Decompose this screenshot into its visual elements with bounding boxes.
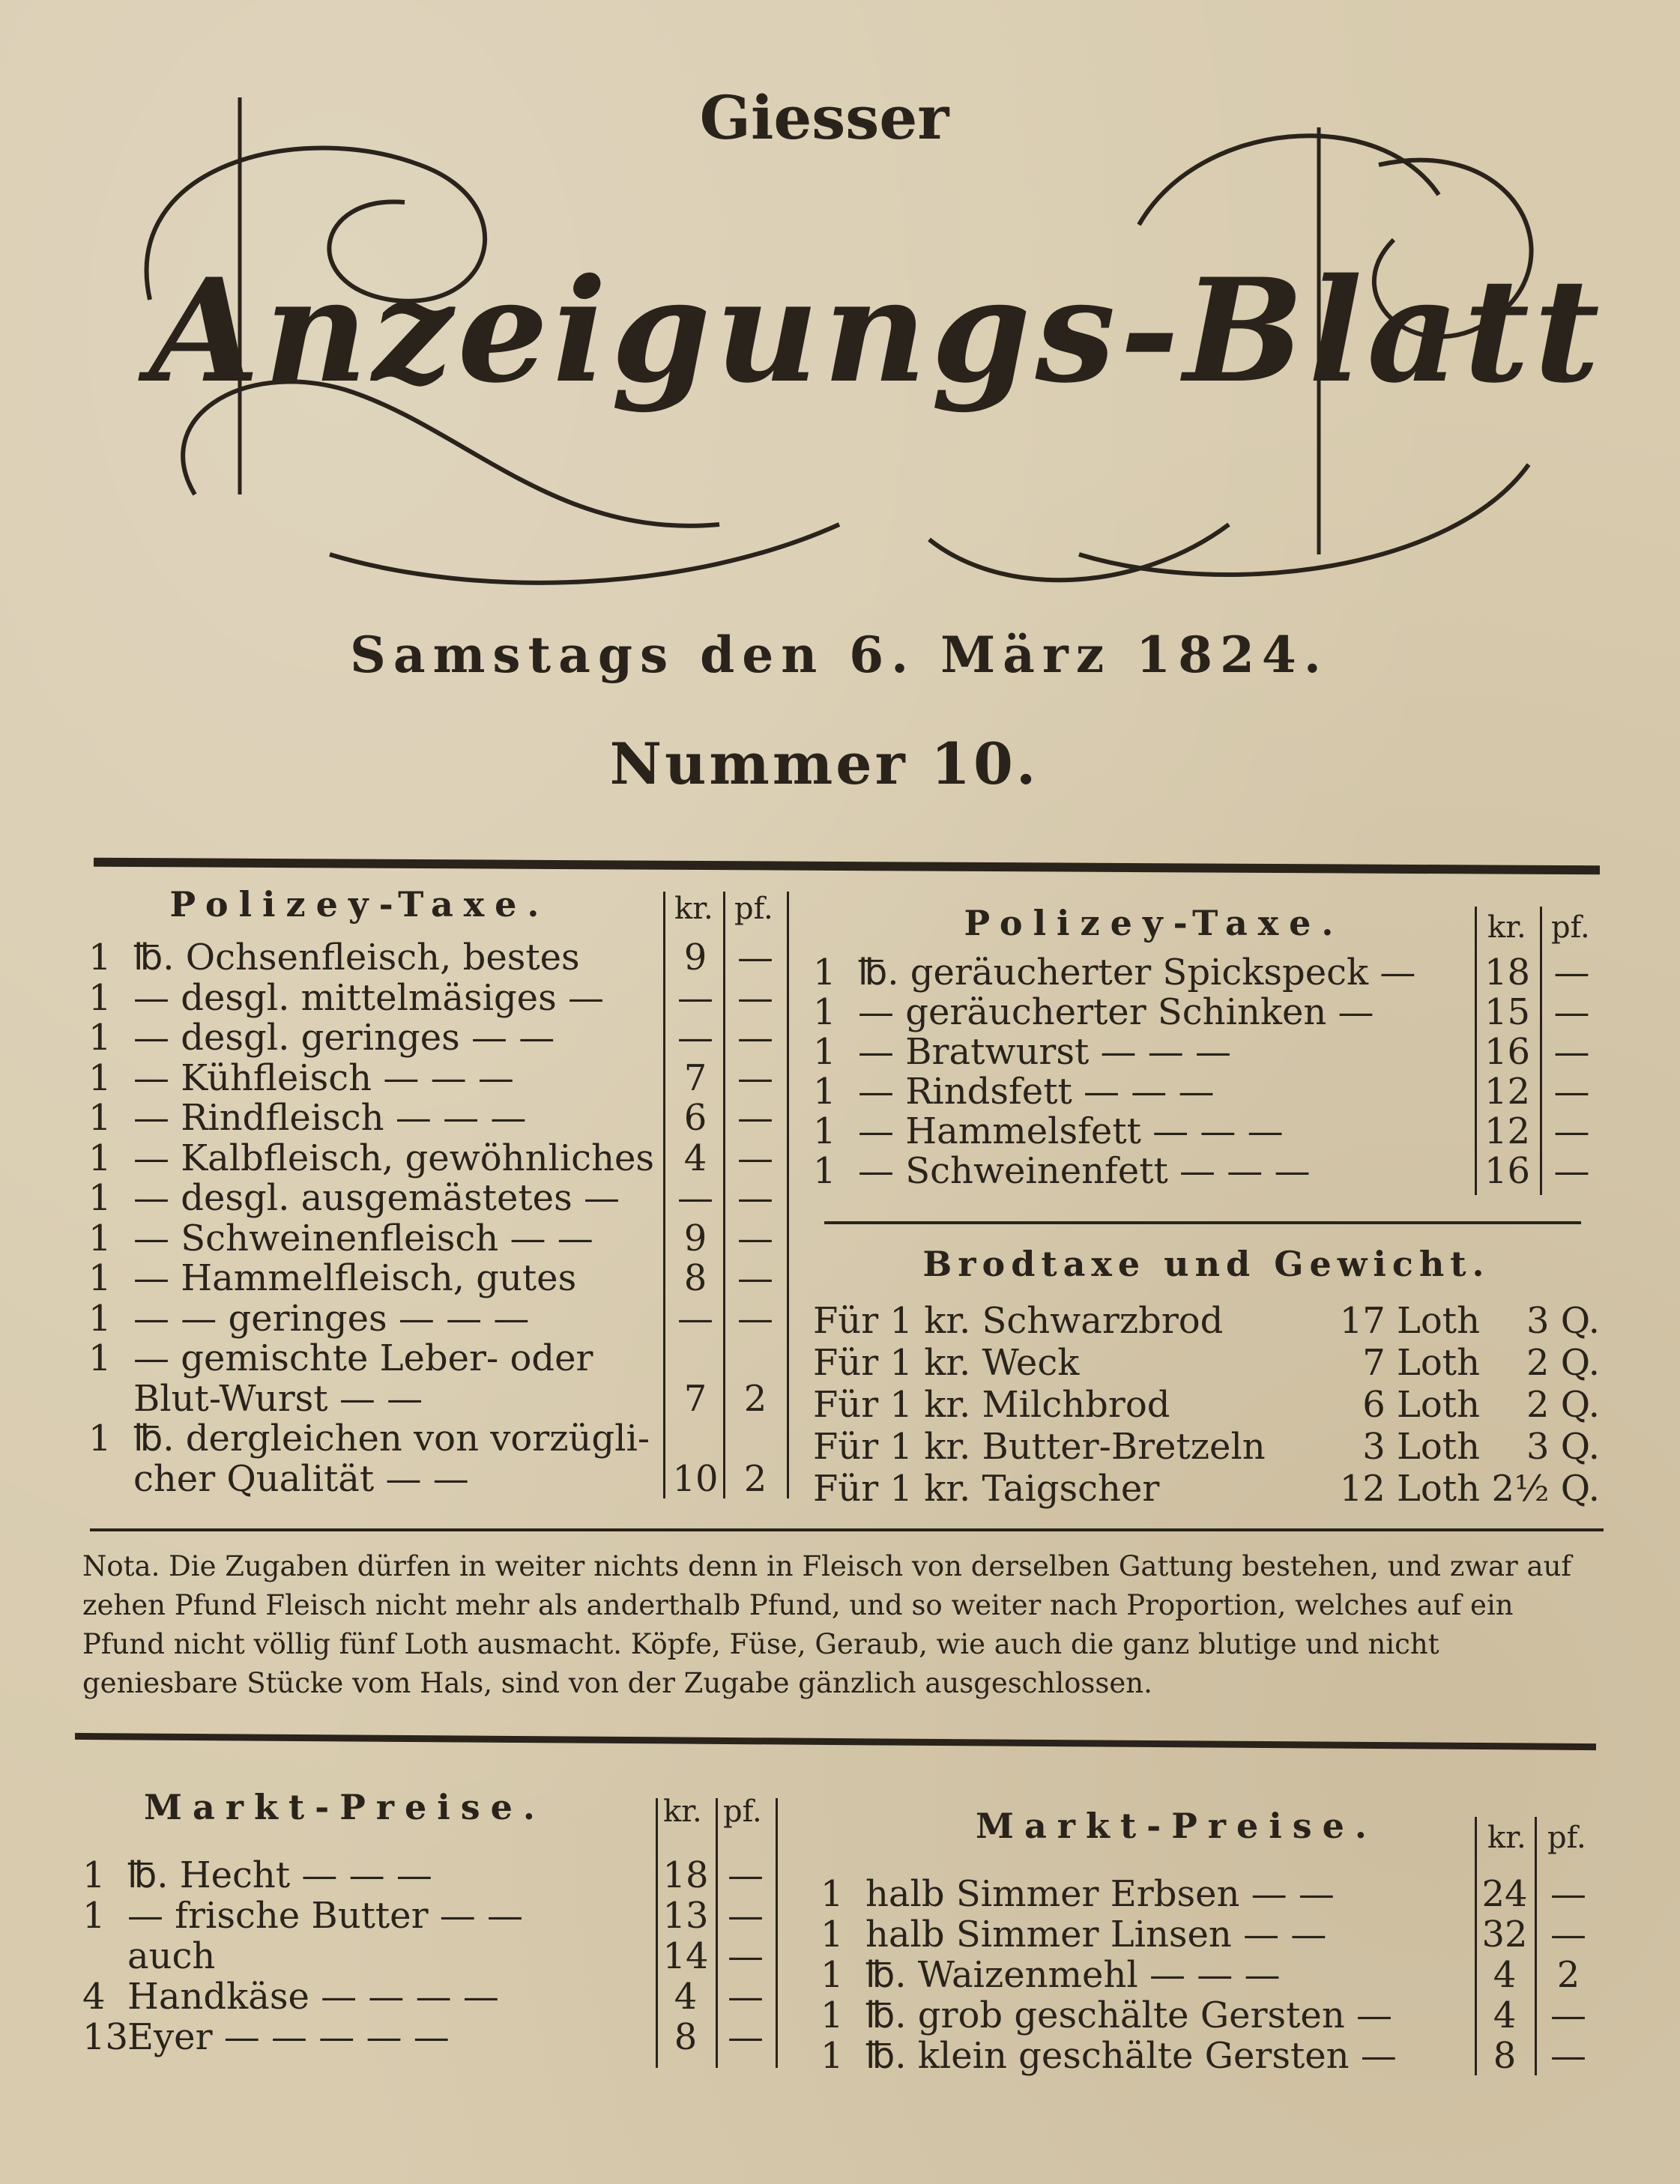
nota-paragraph: Nota. Die Zugaben dürfen in weiter nichts denn in Fleisch von derselben Gattung bestehen, und zwar auf zehen Pfund Fleisch nicht mehr als anderthalb Pfund, und so weiter nach Proportion, welches auf ein Pfund nicht völlig fünf Loth ausmacht. Köpfe, Füse, Geraub, wie auch die ganz blutige und nicht geniesbare Stücke vom Hals, sind von der Zugabe gänzlich ausgeschlossen. bbox=[82, 1550, 1572, 1699]
row-kr: 4 bbox=[674, 1976, 698, 2018]
polizey-left-header: Polizey-Taxe. bbox=[169, 884, 550, 925]
row-item: — Rindfleisch — — — bbox=[133, 1097, 527, 1139]
row-quantity: 1 bbox=[88, 1297, 112, 1340]
row-kr: 9 bbox=[683, 937, 707, 978]
row-kr: 8 bbox=[1493, 2035, 1517, 2077]
row-quantity: 1 bbox=[88, 1337, 112, 1379]
markt-right-row bbox=[821, 1914, 1602, 1953]
row-pf: — bbox=[728, 1854, 764, 1896]
row-quantity: 1 bbox=[88, 976, 112, 1019]
row-quantity: 1 bbox=[813, 952, 836, 993]
row-kr: 7 bbox=[683, 1056, 707, 1099]
polizey-right-pf-label: pf. bbox=[1551, 910, 1590, 945]
polizey-left-row bbox=[88, 1378, 785, 1418]
markt-left-kr-label: kr. bbox=[663, 1794, 702, 1829]
polizey-left-row bbox=[88, 1418, 785, 1457]
markt-right-header: Markt-Preise. bbox=[976, 1806, 1377, 1846]
brodtaxe-quentchen: 3 Q. bbox=[1526, 1300, 1600, 1342]
polizey-left-row bbox=[88, 1177, 785, 1217]
brodtaxe-quentchen: 3 Q. bbox=[1526, 1426, 1600, 1468]
polizey-right-kr-label: kr. bbox=[1487, 910, 1526, 945]
row-pf: — bbox=[737, 1177, 773, 1219]
row-kr: 15 bbox=[1484, 991, 1531, 1033]
row-quantity: 1 bbox=[88, 1137, 112, 1179]
row-quantity: 1 bbox=[88, 1017, 112, 1059]
row-pf: 2 bbox=[743, 1377, 767, 1420]
row-kr: 12 bbox=[1484, 1071, 1531, 1113]
row-pf: — bbox=[1553, 1150, 1590, 1192]
row-quantity: 13 bbox=[82, 2016, 129, 2058]
polizey-left-kr-label: kr. bbox=[674, 892, 713, 926]
row-pf: — bbox=[737, 1217, 773, 1259]
row-kr: 13 bbox=[662, 1895, 709, 1937]
polizey-left-row bbox=[88, 1017, 785, 1059]
row-quantity: 1 bbox=[88, 1056, 112, 1099]
row-quantity: 1 bbox=[813, 991, 836, 1033]
brodtaxe-loth: 17 Loth bbox=[1339, 1300, 1480, 1342]
row-pf: — bbox=[1550, 2035, 1586, 2077]
row-pf: — bbox=[1550, 1914, 1586, 1955]
row-kr: 10 bbox=[672, 1457, 719, 1500]
markt-left-pf-label: pf. bbox=[723, 1794, 762, 1829]
brodtaxe-quentchen: 2 Q. bbox=[1526, 1342, 1600, 1384]
row-kr: 14 bbox=[662, 1935, 709, 1977]
row-pf: — bbox=[1550, 1994, 1586, 2036]
polizey-left-row bbox=[88, 1337, 785, 1377]
row-item: auch bbox=[127, 1935, 216, 1977]
row-quantity: 1 bbox=[821, 1994, 844, 2036]
row-pf: — bbox=[1553, 991, 1590, 1033]
polizey-left-row bbox=[88, 1458, 785, 1498]
row-pf: — bbox=[737, 1097, 773, 1139]
row-pf: — bbox=[737, 1056, 773, 1099]
issue-number: Nummer 10. bbox=[609, 730, 1039, 797]
row-pf: — bbox=[737, 1017, 773, 1059]
row-item: — Hammelsfett — — — bbox=[858, 1110, 1284, 1152]
markt-right-pf-label: pf. bbox=[1547, 1821, 1586, 1855]
row-pf: — bbox=[737, 1257, 773, 1299]
row-item: — desgl. geringes — — bbox=[133, 1017, 555, 1059]
markt-left-row bbox=[82, 2016, 776, 2056]
row-item: halb Simmer Erbsen — — bbox=[865, 1873, 1335, 1915]
row-pf: — bbox=[1553, 1110, 1590, 1152]
row-item: ℔. dergleichen von vorzügli- bbox=[133, 1418, 650, 1459]
row-kr: 4 bbox=[683, 1137, 707, 1179]
polizey-left-row bbox=[88, 977, 785, 1017]
row-kr: — bbox=[677, 1017, 713, 1059]
row-item: — Kalbfleisch, gewöhnliches bbox=[133, 1137, 655, 1179]
divider-brodtaxe bbox=[824, 1221, 1581, 1224]
brodtaxe-loth: 3 Loth bbox=[1362, 1426, 1480, 1468]
row-item: — Rindsfett — — — bbox=[858, 1071, 1215, 1113]
row-quantity: 1 bbox=[82, 1854, 106, 1896]
brodtaxe-loth: 6 Loth bbox=[1362, 1384, 1480, 1426]
markt-left-rule-3 bbox=[776, 1798, 778, 2068]
brodtaxe-quentchen: 2 Q. bbox=[1526, 1384, 1600, 1426]
row-kr: 16 bbox=[1484, 1031, 1531, 1073]
markt-right-row bbox=[821, 1954, 1602, 1994]
row-quantity: 1 bbox=[813, 1031, 836, 1073]
row-kr: 6 bbox=[683, 1097, 707, 1139]
brodtaxe-loth: 12 Loth bbox=[1339, 1468, 1480, 1510]
row-item: — frische Butter — — bbox=[127, 1895, 524, 1937]
brodtaxe-label: Für 1 kr. Weck bbox=[813, 1342, 1080, 1384]
row-kr: 4 bbox=[1493, 1954, 1517, 1996]
row-kr: 8 bbox=[683, 1257, 707, 1299]
markt-left-row bbox=[82, 1976, 776, 2018]
row-kr: 4 bbox=[1493, 1994, 1517, 2036]
row-quantity: 1 bbox=[821, 1914, 844, 1955]
row-item: Blut-Wurst — — bbox=[133, 1377, 423, 1420]
row-item: ℔. klein geschälte Gersten — bbox=[865, 2035, 1397, 2077]
polizey-left-rule-3 bbox=[787, 892, 789, 1498]
polizey-left-row bbox=[88, 1097, 785, 1137]
row-item: — geräucherter Schinken — bbox=[858, 991, 1374, 1033]
row-pf: — bbox=[737, 937, 773, 978]
brodtaxe-label: Für 1 kr. Schwarzbrod bbox=[813, 1300, 1224, 1342]
markt-left-row bbox=[82, 1895, 776, 1935]
row-quantity: 1 bbox=[88, 937, 112, 978]
polizey-right-row bbox=[813, 1071, 1604, 1113]
brodtaxe-loth: 7 Loth bbox=[1362, 1342, 1480, 1384]
row-kr: 18 bbox=[1484, 952, 1531, 993]
row-item: cher Qualität — — bbox=[133, 1457, 469, 1500]
row-item: — desgl. mittelmäsiges — bbox=[133, 976, 604, 1019]
row-item: — Schweinenfleisch — — bbox=[133, 1217, 593, 1259]
brodtaxe-row bbox=[813, 1384, 1600, 1424]
brodtaxe-label: Für 1 kr. Taigscher bbox=[813, 1468, 1160, 1510]
row-kr: 8 bbox=[674, 2016, 698, 2058]
row-quantity: 4 bbox=[82, 1976, 106, 2018]
issue-date: Samstags den 6. März 1824. bbox=[350, 626, 1329, 684]
row-item: — Bratwurst — — — bbox=[858, 1031, 1232, 1073]
row-quantity: 1 bbox=[821, 2035, 844, 2077]
row-item: Eyer — — — — — bbox=[127, 2016, 450, 2058]
row-quantity: 1 bbox=[88, 1257, 112, 1299]
polizey-left-row bbox=[88, 1257, 785, 1297]
row-kr: 7 bbox=[683, 1377, 707, 1420]
polizey-right-header: Polizey-Taxe. bbox=[964, 903, 1344, 943]
row-item: ℔. geräucherter Spickspeck — bbox=[858, 952, 1416, 993]
polizey-right-row bbox=[813, 1110, 1604, 1150]
row-item: — Kühfleisch — — — bbox=[133, 1056, 514, 1099]
row-kr: — bbox=[677, 1297, 713, 1340]
row-quantity: 1 bbox=[88, 1177, 112, 1219]
brodtaxe-row bbox=[813, 1300, 1600, 1340]
masthead-main-title: Anzeigungs-Blatt bbox=[149, 247, 1604, 414]
polizey-left-row bbox=[88, 1137, 785, 1177]
row-item: — Hammelfleisch, gutes bbox=[133, 1257, 577, 1299]
markt-right-row bbox=[821, 2035, 1602, 2075]
row-quantity: 1 bbox=[813, 1071, 836, 1113]
row-kr: 12 bbox=[1484, 1110, 1531, 1152]
polizey-right-row bbox=[813, 1031, 1604, 1071]
row-quantity: 1 bbox=[821, 1954, 844, 1996]
row-pf: — bbox=[737, 976, 773, 1019]
row-pf: — bbox=[1553, 952, 1590, 993]
polizey-left-pf-label: pf. bbox=[734, 892, 773, 926]
row-kr: 32 bbox=[1481, 1914, 1528, 1955]
row-kr: — bbox=[677, 1177, 713, 1219]
row-kr: 16 bbox=[1484, 1150, 1531, 1192]
markt-left-header: Markt-Preise. bbox=[144, 1787, 546, 1827]
polizey-left-row bbox=[88, 1057, 785, 1097]
markt-right-row bbox=[821, 1994, 1602, 2034]
polizey-left-row bbox=[88, 1297, 785, 1340]
row-pf: — bbox=[728, 2016, 764, 2058]
divider-nota bbox=[90, 1528, 1604, 1531]
markt-right-row bbox=[821, 1873, 1602, 1913]
row-item: — desgl. ausgemästetes — bbox=[133, 1177, 620, 1219]
row-pf: — bbox=[1553, 1071, 1590, 1113]
row-item: ℔. Ochsenfleisch, bestes bbox=[133, 937, 580, 978]
row-pf: — bbox=[1553, 1031, 1590, 1073]
row-pf: 2 bbox=[743, 1457, 767, 1500]
masthead-small-title: Giesser bbox=[699, 82, 949, 153]
row-pf: — bbox=[737, 1297, 773, 1340]
row-pf: — bbox=[1550, 1873, 1586, 1915]
polizey-right-row bbox=[813, 952, 1604, 991]
row-quantity: 1 bbox=[813, 1110, 836, 1152]
row-quantity: 1 bbox=[821, 1873, 844, 1915]
markt-left-row bbox=[82, 1854, 776, 1894]
polizey-right-row bbox=[813, 1150, 1604, 1190]
markt-left-row bbox=[82, 1935, 776, 1975]
row-pf: — bbox=[728, 1935, 764, 1977]
brodtaxe-label: Für 1 kr. Milchbrod bbox=[813, 1384, 1170, 1426]
row-kr: 18 bbox=[662, 1854, 709, 1896]
markt-right-kr-label: kr. bbox=[1487, 1821, 1526, 1855]
polizey-left-row bbox=[88, 937, 785, 976]
row-item: ℔. Waizenmehl — — — bbox=[865, 1954, 1281, 1996]
row-kr: 9 bbox=[683, 1217, 707, 1259]
row-pf: — bbox=[737, 1137, 773, 1179]
brodtaxe-header: Brodtaxe und Gewicht. bbox=[922, 1244, 1490, 1284]
brodtaxe-row bbox=[813, 1342, 1600, 1382]
row-pf: — bbox=[728, 1976, 764, 2018]
row-kr: — bbox=[677, 976, 713, 1019]
row-quantity: 1 bbox=[88, 1097, 112, 1139]
row-item: — Schweinenfett — — — bbox=[858, 1150, 1311, 1192]
row-quantity: 1 bbox=[88, 1217, 112, 1259]
row-pf: — bbox=[728, 1895, 764, 1937]
polizey-left-row bbox=[88, 1217, 785, 1257]
row-item: halb Simmer Linsen — — bbox=[865, 1914, 1327, 1955]
row-item: ℔. grob geschälte Gersten — bbox=[865, 1994, 1393, 2036]
brodtaxe-quentchen: 2½ Q. bbox=[1491, 1468, 1600, 1510]
brodtaxe-row bbox=[813, 1426, 1600, 1468]
row-quantity: 1 bbox=[813, 1150, 836, 1192]
brodtaxe-label: Für 1 kr. Butter-Bretzeln bbox=[813, 1426, 1266, 1468]
row-item: — gemischte Leber- oder bbox=[133, 1337, 593, 1379]
row-kr: 24 bbox=[1481, 1873, 1528, 1915]
row-quantity: 1 bbox=[82, 1895, 106, 1937]
row-item: — — geringes — — — bbox=[133, 1297, 530, 1340]
row-quantity: 1 bbox=[88, 1418, 112, 1459]
row-pf: 2 bbox=[1556, 1954, 1580, 1996]
row-item: Handkäse — — — — bbox=[127, 1976, 499, 2018]
row-item: ℔. Hecht — — — bbox=[127, 1854, 432, 1896]
brodtaxe-row bbox=[813, 1468, 1600, 1510]
polizey-right-row bbox=[813, 991, 1604, 1031]
